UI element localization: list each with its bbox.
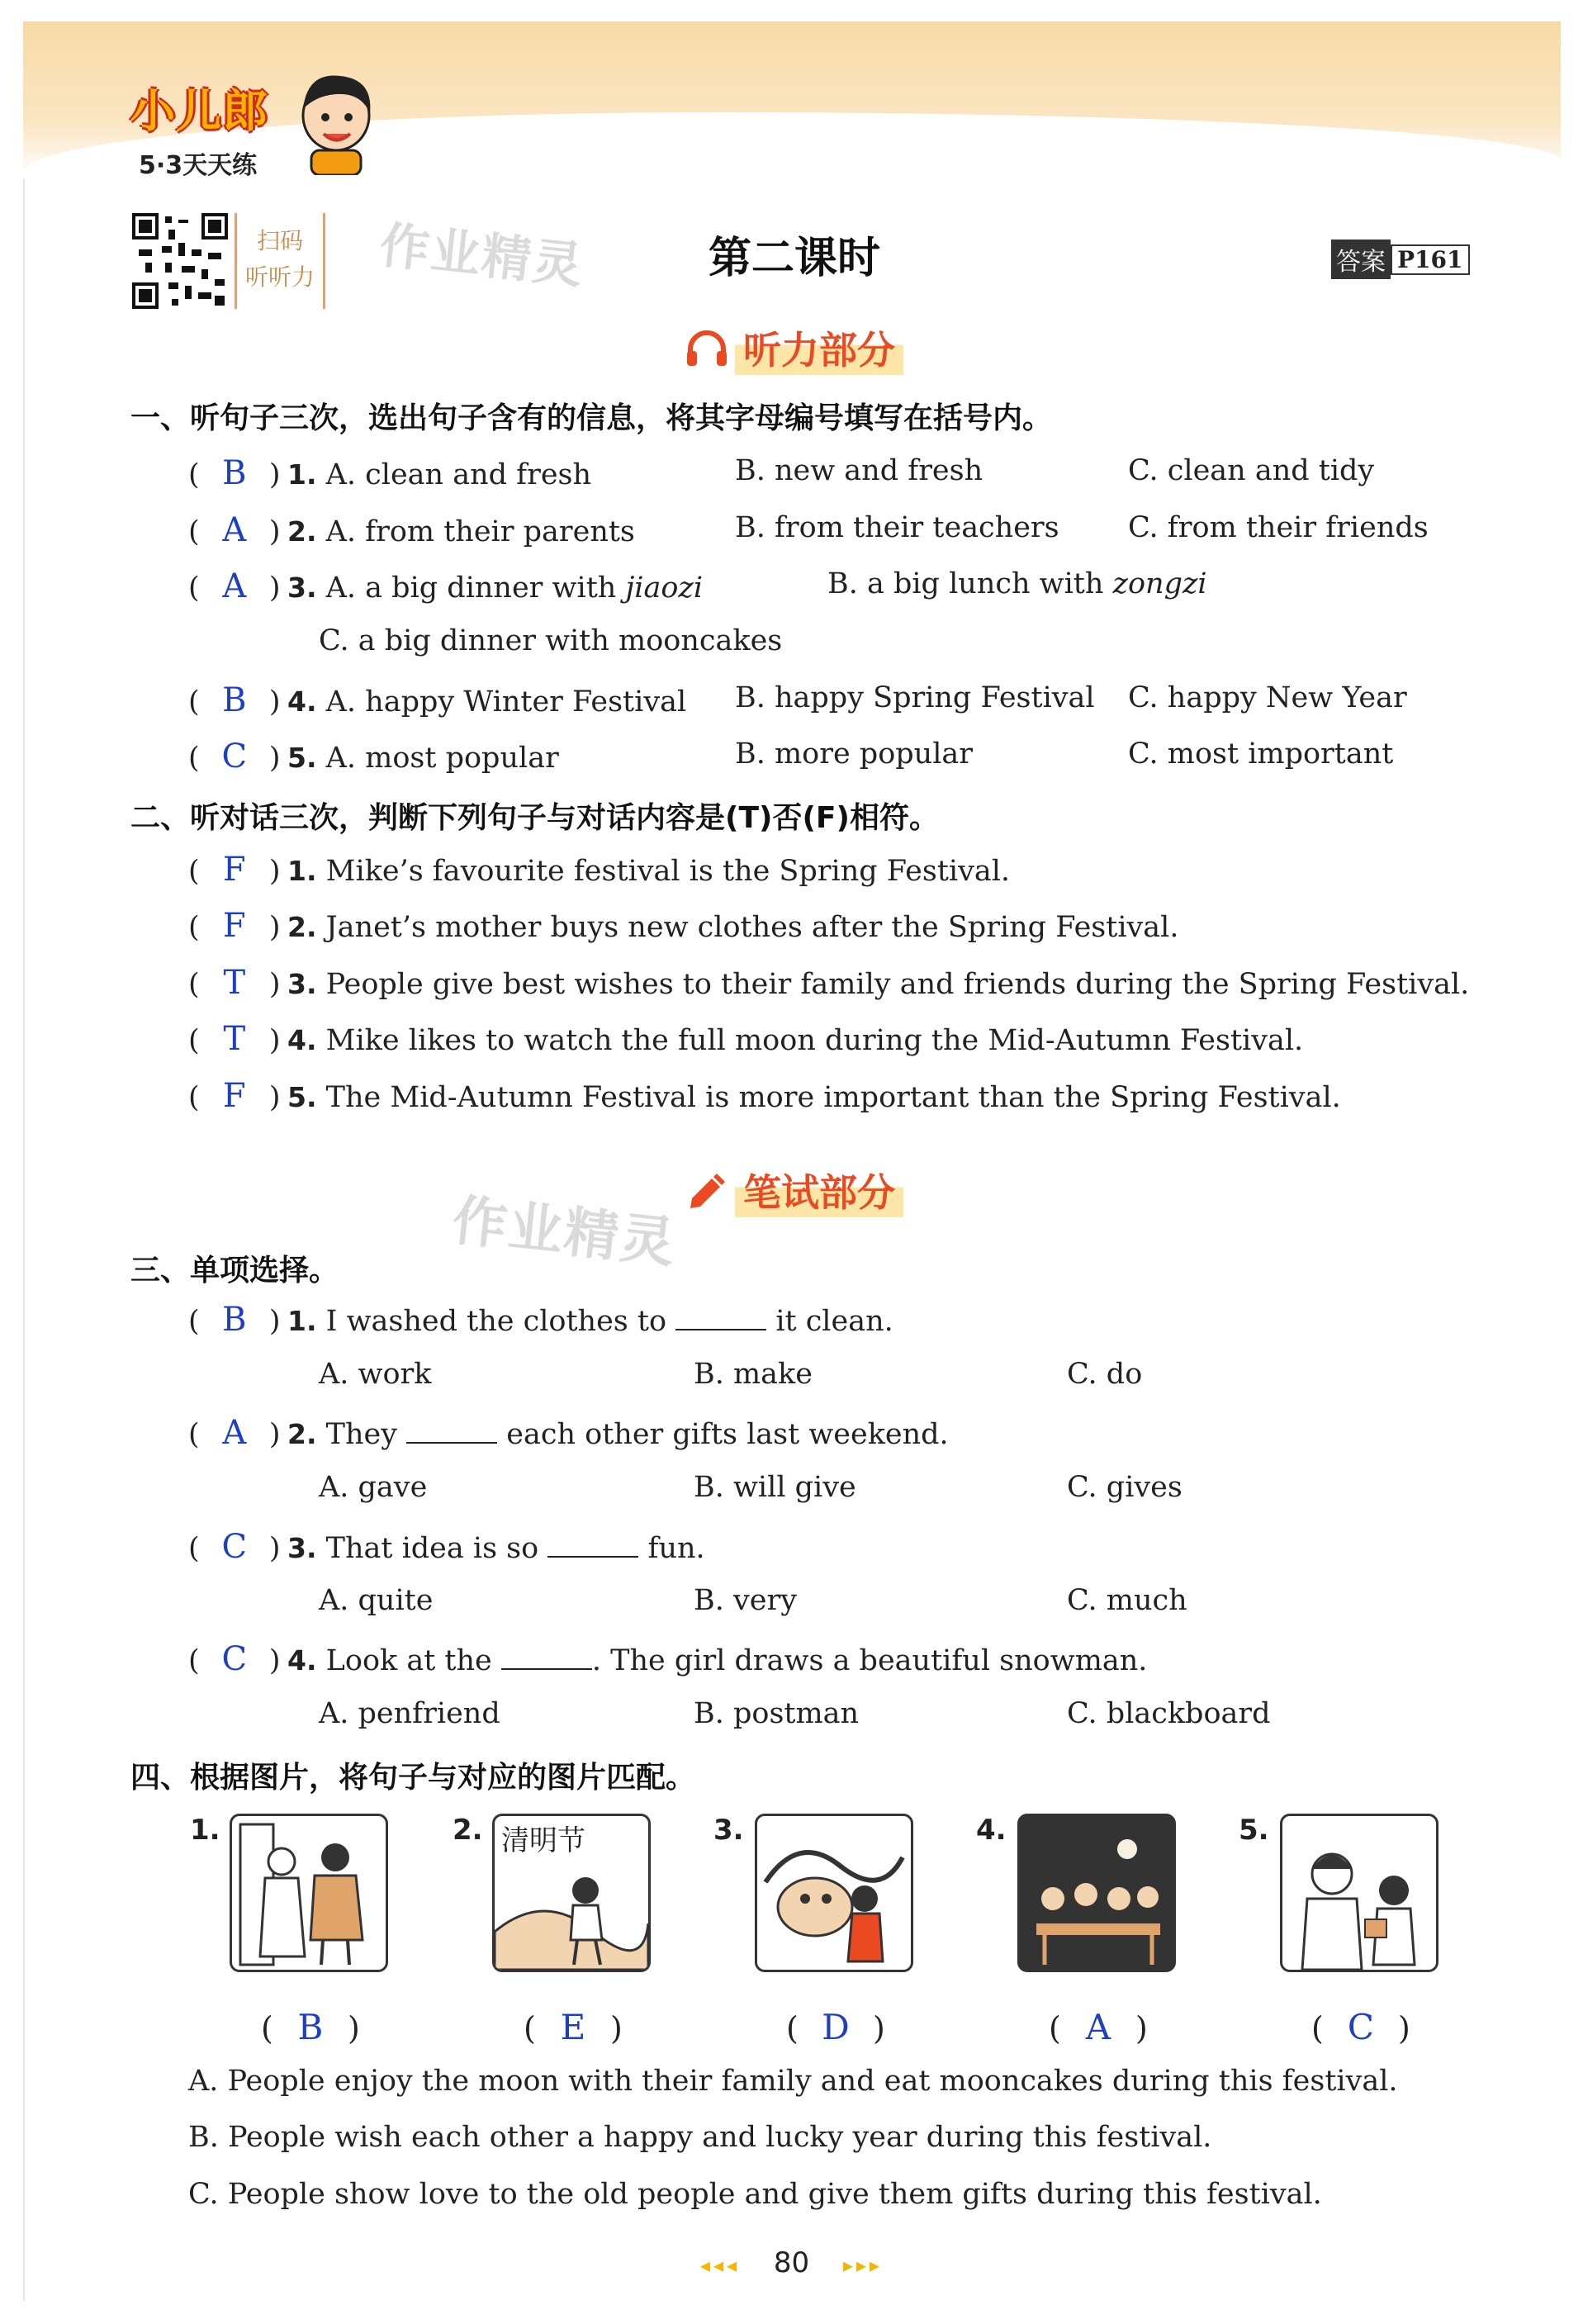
answer-letter: A — [222, 1414, 247, 1452]
question-text-end: it clean. — [775, 1305, 893, 1338]
option-b: B. will give — [694, 1471, 856, 1504]
question-number: 1. — [287, 1305, 317, 1337]
question-number: 2. — [287, 515, 317, 548]
picture-4-answer: ( A ) — [1049, 2007, 1148, 2047]
page-title: 第二课时 — [709, 234, 881, 283]
section-2-title: 二、听对话三次，判断下列句子与对话内容是(T)否(F)相符。 — [130, 801, 939, 835]
option-b: B. very — [694, 1584, 797, 1617]
scan-line-2: 听听力 — [244, 263, 315, 291]
question-text-end: fun. — [647, 1532, 705, 1565]
picture-number: 1. — [190, 1814, 220, 1847]
option-b: B. make — [694, 1358, 813, 1391]
question-number: 2. — [287, 911, 317, 943]
section-3-title: 三、单项选择。 — [130, 1254, 339, 1288]
question-text: That idea is so — [325, 1532, 539, 1565]
picture-3-answer: ( D ) — [786, 2007, 885, 2047]
question-text: They — [325, 1418, 398, 1451]
answer-letter: C — [1347, 2007, 1374, 2047]
answer-letter: F — [222, 851, 246, 889]
picture-number: 4. — [976, 1814, 1007, 1847]
statement-text: Mike likes to watch the full moon during the Mid-Autumn Festival. — [325, 1024, 1304, 1057]
statement-text: Mike’s favourite festival is the Spring Festival. — [325, 855, 1011, 888]
logo-subtitle: 5·3天天练 — [139, 151, 258, 180]
page-footer — [0, 2246, 1583, 2279]
question-text-end: . The girl draws a beautiful snowman. — [591, 1644, 1148, 1677]
left-arrows-icon: ◂◂◂ — [699, 2254, 741, 2277]
answer-blank — [675, 1304, 766, 1330]
picture-2 — [492, 1814, 651, 1972]
question-number: 5. — [287, 1081, 317, 1113]
option-b: B. happy Spring Festival — [735, 681, 1095, 714]
dragon-dance-icon — [757, 1816, 911, 1970]
answer-letter: B — [222, 1301, 247, 1339]
answer-letter: E — [560, 2007, 586, 2047]
option-b-text: B. a big lunch with — [827, 567, 1113, 600]
section-1-title: 一、听句子三次，选出句子含有的信息，将其字母编号填写在括号内。 — [130, 401, 1053, 435]
option-c: C. do — [1067, 1358, 1143, 1391]
question-number: 1. — [287, 458, 317, 491]
s2-q5: ( F ) 5. The Mid-Autumn Festival is more important than the Spring Festival. — [188, 1077, 1341, 1115]
moon-family-icon — [1020, 1816, 1173, 1970]
match-sentence-b: B. People wish each other a happy and lucky year during this festival. — [188, 2121, 1212, 2154]
watermark: 作业精灵 — [449, 1188, 680, 1275]
s1-q1: ( B ) 1. A. clean and fresh — [188, 454, 592, 492]
scan-line-1: 扫码 — [256, 227, 303, 254]
question-number: 3. — [287, 968, 317, 1000]
statement-text: The Mid-Autumn Festival is more important than the Spring Festival. — [325, 1081, 1341, 1114]
option-a: A. most popular — [325, 742, 559, 775]
answer-letter: A — [222, 511, 247, 549]
s2-q1: ( F ) 1. Mike’s favourite festival is the Spring Festival. — [188, 851, 1011, 889]
question-number: 3. — [287, 572, 317, 604]
option-a-italic: jiaozi — [625, 572, 704, 605]
option-a: A. penfriend — [319, 1697, 500, 1730]
option-a: A. clean and fresh — [325, 458, 592, 491]
option-b: B. new and fresh — [735, 454, 983, 487]
option-a: A. quite — [319, 1584, 434, 1617]
qr-code-icon — [132, 213, 228, 309]
s2-q3: ( T ) 3. People give best wishes to their family and friends during the Spring Festival. — [188, 964, 1470, 1002]
s2-q4: ( T ) 4. Mike likes to watch the full moon during the Mid-Autumn Festival. — [188, 1020, 1304, 1058]
question-number: 3. — [287, 1532, 317, 1564]
answer-letter: T — [223, 1020, 246, 1058]
answer-letter: C — [221, 1640, 248, 1678]
s3-q1: ( B ) 1. I washed the clothes to it clean. — [188, 1301, 893, 1339]
hiking-girl-icon — [495, 1816, 648, 1970]
scan-to-listen-label — [235, 213, 325, 309]
logo-text: 小儿郎 — [130, 85, 269, 137]
answer-blank — [547, 1531, 638, 1558]
picture-3 — [755, 1814, 913, 1972]
headphones-icon — [685, 328, 728, 368]
answer-page: P161 — [1391, 244, 1470, 275]
question-text: Look at the — [325, 1644, 492, 1677]
section-4-title: 四、根据图片，将句子与对应的图片匹配。 — [130, 1761, 696, 1795]
option-c: C. much — [1067, 1584, 1187, 1617]
writing-part-header — [685, 1163, 903, 1217]
answer-letter: B — [222, 681, 247, 719]
statement-text: People give best wishes to their family and friends during the Spring Festival. — [325, 968, 1470, 1001]
option-b: B. postman — [694, 1697, 860, 1730]
mascot-icon — [291, 68, 382, 175]
option-c: C. a big dinner with mooncakes — [319, 624, 783, 657]
picture-1-answer: ( B ) — [261, 2007, 360, 2047]
answer-letter: F — [222, 1077, 246, 1115]
s1-q5: ( C ) 5. A. most popular — [188, 738, 559, 775]
option-c: C. blackboard — [1067, 1697, 1271, 1730]
option-c: C. most important — [1128, 738, 1394, 771]
option-b: B. from their teachers — [735, 511, 1059, 544]
writing-part-label: 笔试部分 — [735, 1163, 903, 1217]
answer-letter: C — [221, 738, 248, 775]
right-arrows-icon: ▸▸▸ — [842, 2254, 884, 2277]
match-sentence-a: A. People enjoy the moon with their family and eat mooncakes during this festival. — [188, 2065, 1398, 2098]
option-a: A. gave — [319, 1471, 428, 1504]
option-a: A. happy Winter Festival — [325, 685, 687, 719]
option-b — [827, 567, 1207, 600]
s3-q2: ( A ) 2. They each other gifts last weekend. — [188, 1414, 949, 1452]
picture-5-answer: ( C ) — [1311, 2007, 1410, 2047]
answer-reference — [1331, 240, 1470, 279]
picture-4 — [1017, 1814, 1176, 1972]
picture-5 — [1280, 1814, 1438, 1972]
question-text-end: each other gifts last weekend. — [506, 1418, 949, 1451]
option-b-italic: zongzi — [1112, 567, 1207, 600]
picture-caption: 清明节 — [501, 1824, 585, 1857]
listening-part-label: 听力部分 — [735, 320, 903, 375]
answer-letter: T — [223, 964, 246, 1002]
s1-q2: ( A ) 2. A. from their parents — [188, 511, 635, 549]
s3-q4: ( C ) 4. Look at the . The girl draws a beautiful snowman. — [188, 1640, 1148, 1678]
answer-letter: B — [297, 2007, 324, 2047]
option-a: A. from their parents — [325, 515, 635, 548]
match-sentence-c: C. People show love to the old people and give them gifts during this festival. — [188, 2178, 1322, 2211]
s1-q3: ( A ) 3. A. a big dinner with jiaozi — [188, 567, 704, 605]
answer-letter: B — [222, 454, 247, 492]
answer-letter: C — [221, 1528, 248, 1566]
pencil-icon — [685, 1170, 728, 1210]
picture-number: 2. — [453, 1814, 483, 1847]
answer-letter: A — [222, 567, 247, 605]
option-b: B. more popular — [735, 738, 974, 771]
answer-letter: A — [1085, 2007, 1111, 2047]
answer-label: 答案 — [1331, 240, 1391, 279]
answer-blank — [406, 1417, 497, 1444]
listening-part-header — [685, 320, 903, 375]
option-c: C. clean and tidy — [1128, 454, 1375, 487]
option-a: A. a big dinner with — [325, 572, 626, 605]
answer-letter: F — [222, 907, 246, 945]
question-number: 1. — [287, 855, 317, 887]
question-number: 4. — [287, 1024, 317, 1056]
watermark: 作业精灵 — [377, 216, 587, 296]
question-number: 4. — [287, 1644, 317, 1677]
gift-giving-icon — [1282, 1816, 1436, 1970]
page-number: 80 — [773, 2246, 810, 2279]
question-number: 5. — [287, 742, 317, 774]
picture-number: 5. — [1239, 1814, 1269, 1847]
people-greeting-icon — [232, 1816, 386, 1970]
question-number: 4. — [287, 685, 317, 718]
option-c: C. from their friends — [1128, 511, 1429, 544]
picture-2-answer: ( E ) — [524, 2007, 623, 2047]
answer-blank — [501, 1643, 592, 1670]
s1-q4: ( B ) 4. A. happy Winter Festival — [188, 681, 687, 719]
s3-q3: ( C ) 3. That idea is so fun. — [188, 1528, 705, 1566]
brand-logo — [130, 76, 269, 181]
question-number: 2. — [287, 1418, 317, 1450]
s2-q2: ( F ) 2. Janet’s mother buys new clothes after the Spring Festival. — [188, 907, 1179, 945]
picture-number: 3. — [713, 1814, 744, 1847]
option-a: A. work — [319, 1358, 432, 1391]
question-text: I washed the clothes to — [325, 1305, 667, 1338]
option-c: C. happy New Year — [1128, 681, 1407, 714]
answer-letter: D — [822, 2007, 850, 2047]
option-c: C. gives — [1067, 1471, 1183, 1504]
picture-1 — [230, 1814, 388, 1972]
statement-text: Janet’s mother buys new clothes after the Spring Festival. — [325, 911, 1179, 944]
